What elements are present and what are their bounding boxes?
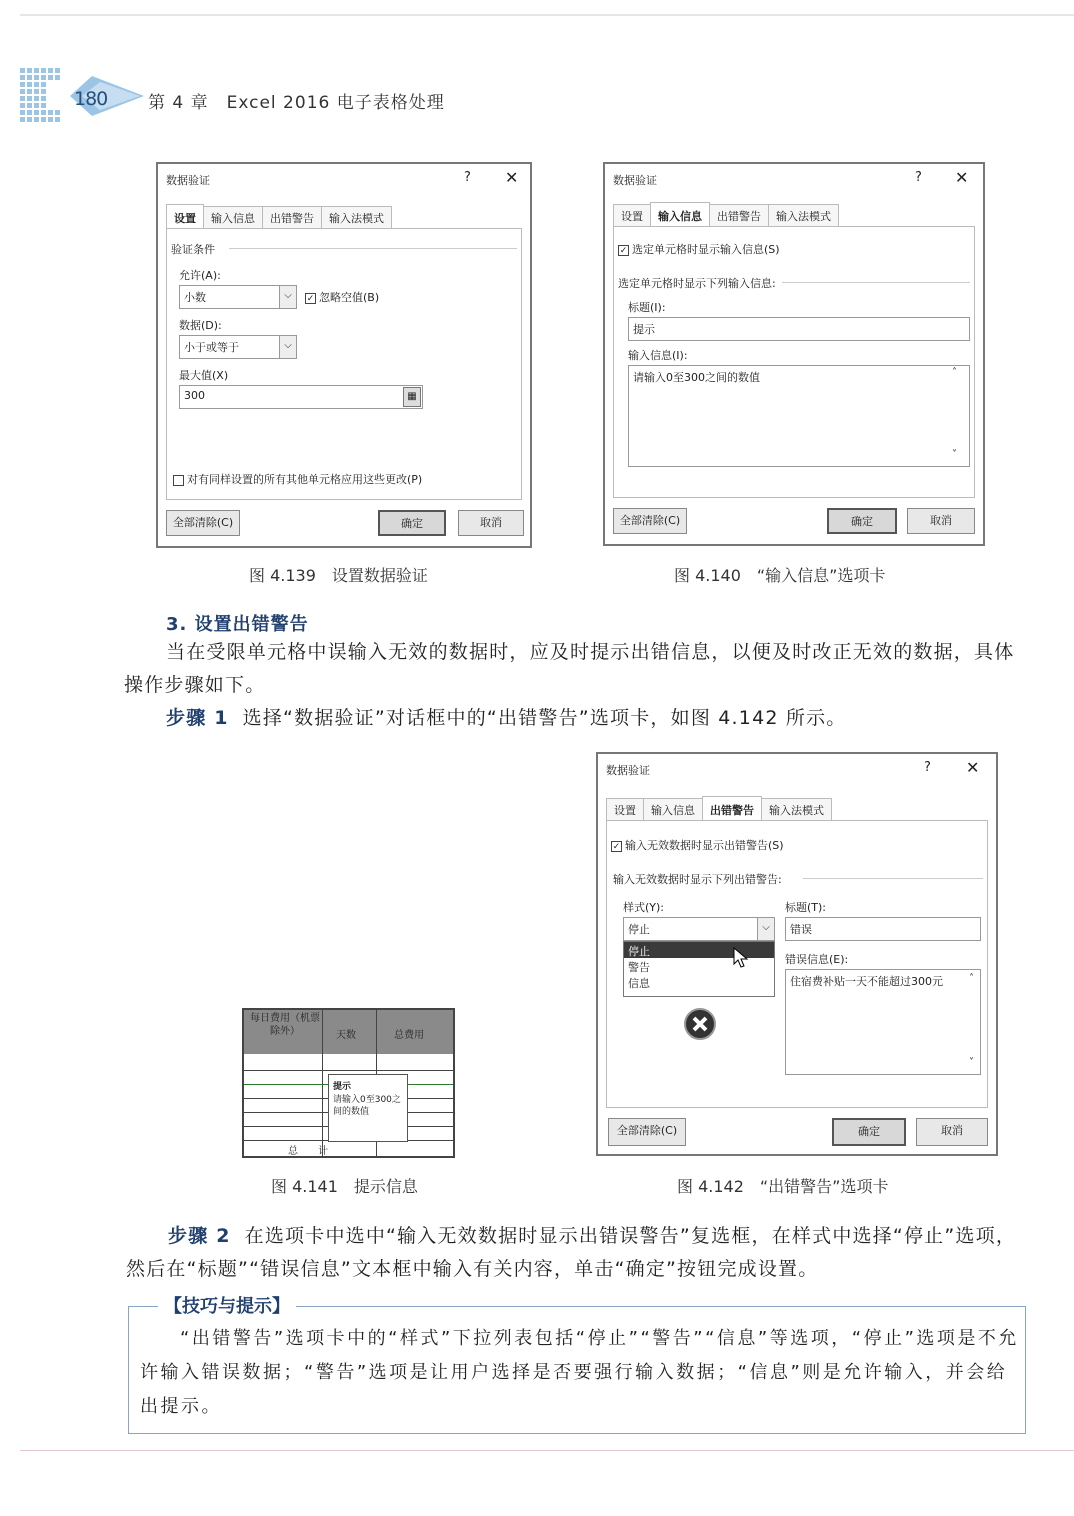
figure-caption-142: 图 4.142 “出错警告”选项卡 [677, 1177, 889, 1196]
page-number: 180 [74, 88, 108, 110]
tab-ime-mode[interactable]: 输入法模式 [768, 204, 839, 227]
ok-button[interactable]: 确定 [827, 508, 897, 534]
help-button[interactable]: ? [464, 170, 471, 185]
input-message-panel [613, 226, 975, 498]
tab-ime-mode[interactable]: 输入法模式 [761, 798, 832, 821]
group-label: 输入无效数据时显示下列出错警告: [613, 873, 782, 886]
clear-all-button[interactable]: 全部清除(C) [608, 1118, 686, 1146]
tab-input-message[interactable]: 输入信息 [203, 206, 263, 229]
option-warning[interactable]: 警告 [628, 961, 650, 974]
ok-button[interactable]: 确定 [832, 1118, 906, 1146]
data-label: 数据(D): [179, 319, 222, 332]
scroll-up-icon[interactable]: ˄ [969, 973, 974, 984]
tip-title: 提示 [333, 1082, 352, 1092]
ignore-blank-label: 忽略空值(B) [319, 291, 380, 304]
tab-error-alert[interactable]: 出错警告 [702, 796, 762, 821]
chapter-title: 第 4 章 Excel 2016 电子表格处理 [148, 93, 445, 113]
data-validation-dialog-settings [156, 162, 532, 548]
step-2-label: 步骤 2 [168, 1225, 231, 1247]
step-2 [126, 1220, 1026, 1286]
paragraph-intro: 当在受限单元格中误输入无效的数据时，应及时提示出错信息，以便及时改正无效的数据，具体操作步骤如下。 [124, 641, 1015, 696]
scroll-up-icon[interactable]: ˄ [952, 367, 957, 378]
close-button[interactable]: ✕ [966, 758, 980, 777]
tip-text: 请输入0至300之间的数值 [333, 1095, 401, 1117]
section-heading: 3. 设置出错警告 [166, 614, 309, 635]
style-dropdown[interactable] [623, 917, 775, 941]
cancel-button[interactable]: 取消 [458, 510, 524, 536]
header-daily-cost: 每日费用（机票除外） [250, 1013, 320, 1037]
figure-caption-140: 图 4.140 “输入信息”选项卡 [674, 566, 886, 585]
option-information[interactable]: 信息 [628, 977, 650, 990]
step-1-text: 选择“数据验证”对话框中的“出错警告”选项卡，如图 4.142 所示。 [242, 707, 847, 729]
title-label: 标题(I): [628, 301, 666, 314]
step-1-label: 步骤 1 [166, 707, 229, 729]
data-value: 小于或等于 [184, 341, 239, 354]
message-textarea[interactable] [628, 365, 970, 467]
settings-panel [166, 228, 522, 500]
bottom-rule [20, 1450, 1074, 1451]
cancel-button[interactable]: 取消 [916, 1118, 988, 1146]
allow-dropdown[interactable] [179, 285, 297, 309]
data-validation-dialog-input-message [603, 162, 985, 546]
mouse-cursor-icon [733, 947, 749, 969]
close-button[interactable]: ✕ [955, 168, 969, 187]
tips-body: “出错警告”选项卡中的“样式”下拉列表包括“停止”“警告”“信息”等选项，“停止”选项是不允许输入错误数据；“警告”选项是让用户选择是否要强行输入数据；“信息”则是允许输入，并会给出提示。 [140, 1328, 1019, 1417]
dialog-title: 数据验证 [613, 174, 657, 187]
ok-button[interactable]: 确定 [378, 510, 446, 536]
title-input[interactable]: 提示 [628, 317, 970, 341]
data-dropdown[interactable] [179, 335, 297, 359]
show-input-checkbox[interactable] [618, 241, 780, 257]
range-select-icon[interactable]: ▦ [403, 387, 421, 407]
apply-all-checkbox[interactable] [173, 471, 422, 487]
ignore-blank-checkbox[interactable] [305, 289, 379, 305]
tab-error-alert[interactable]: 出错警告 [262, 206, 322, 229]
cancel-button[interactable]: 取消 [907, 508, 975, 534]
checkbox-checked-icon: ✓ [306, 293, 315, 304]
tab-input-message[interactable]: 输入信息 [643, 798, 703, 821]
max-label: 最大值(X) [179, 369, 229, 382]
show-input-label: 选定单元格时显示输入信息(S) [632, 243, 780, 256]
max-input[interactable]: 300 [179, 385, 423, 409]
clear-all-button[interactable]: 全部清除(C) [166, 510, 240, 536]
group-label: 验证条件 [171, 243, 215, 256]
figure-caption-139: 图 4.139 设置数据验证 [249, 566, 428, 585]
tab-ime-mode[interactable]: 输入法模式 [321, 206, 392, 229]
dialog-title: 数据验证 [606, 764, 650, 777]
input-tip-popup [328, 1074, 408, 1142]
option-stop[interactable]: 停止 [624, 942, 774, 958]
figure-caption-141: 图 4.141 提示信息 [271, 1177, 418, 1196]
help-button[interactable]: ? [924, 760, 931, 775]
clear-all-button[interactable]: 全部清除(C) [613, 508, 687, 534]
scroll-down-icon[interactable]: ˅ [952, 449, 957, 460]
tab-settings[interactable]: 设置 [606, 798, 644, 821]
style-label: 样式(Y): [623, 901, 665, 914]
group-label: 选定单元格时显示下列输入信息: [618, 277, 776, 290]
title-input[interactable]: 错误 [785, 917, 981, 941]
tab-input-message[interactable]: 输入信息 [650, 202, 710, 227]
show-error-checkbox[interactable] [611, 837, 784, 853]
style-options-list [623, 941, 775, 997]
tab-settings[interactable]: 设置 [166, 204, 204, 229]
step-2-text: 在选项卡中选中“输入无效数据时显示出错误警告”复选框，在样式中选择“停止”选项，然后在“标题”“错误信息”文本框中输入有关内容，单击“确定”按钮完成设置。 [126, 1225, 1017, 1280]
close-button[interactable]: ✕ [505, 168, 519, 187]
chevron-down-icon: ⌵ [279, 286, 296, 308]
message-value: 请输入0至300之间的数值 [633, 371, 760, 384]
allow-value: 小数 [184, 291, 206, 304]
header-days: 天数 [336, 1030, 356, 1041]
spreadsheet-excerpt [242, 1008, 455, 1158]
tips-text [140, 1322, 1020, 1424]
checkbox-checked-icon: ✓ [612, 841, 621, 852]
data-validation-dialog-error-alert [596, 752, 998, 1156]
error-message-textarea[interactable] [785, 969, 981, 1075]
allow-label: 允许(A): [179, 269, 221, 282]
error-message-label: 错误信息(E): [785, 953, 849, 966]
help-button[interactable]: ? [915, 170, 922, 185]
message-label: 输入信息(I): [628, 349, 688, 362]
error-stop-icon [683, 1007, 717, 1041]
tips-heading: 【技巧与提示】 [158, 1292, 296, 1318]
chevron-down-icon: ⌵ [757, 918, 774, 940]
apply-all-label: 对有同样设置的所有其他单元格应用这些更改(P) [187, 473, 423, 486]
show-error-label: 输入无效数据时显示出错警告(S) [625, 839, 784, 852]
checkbox-checked-icon: ✓ [619, 245, 628, 256]
title-label: 标题(T): [785, 901, 827, 914]
checkbox-unchecked-icon [173, 475, 184, 486]
scroll-down-icon[interactable]: ˅ [969, 1057, 974, 1068]
tab-settings[interactable]: 设置 [613, 204, 651, 227]
total-label: 总 计 [288, 1146, 328, 1157]
dialog-title: 数据验证 [166, 174, 210, 187]
top-rule [20, 14, 1074, 16]
tab-error-alert[interactable]: 出错警告 [709, 204, 769, 227]
error-alert-panel [606, 820, 988, 1108]
style-value: 停止 [628, 923, 650, 936]
error-message-value: 住宿费补贴一天不能超过300元 [790, 975, 943, 988]
chevron-down-icon: ⌵ [279, 336, 296, 358]
header-total: 总费用 [394, 1030, 424, 1041]
step-1 [166, 702, 1026, 735]
